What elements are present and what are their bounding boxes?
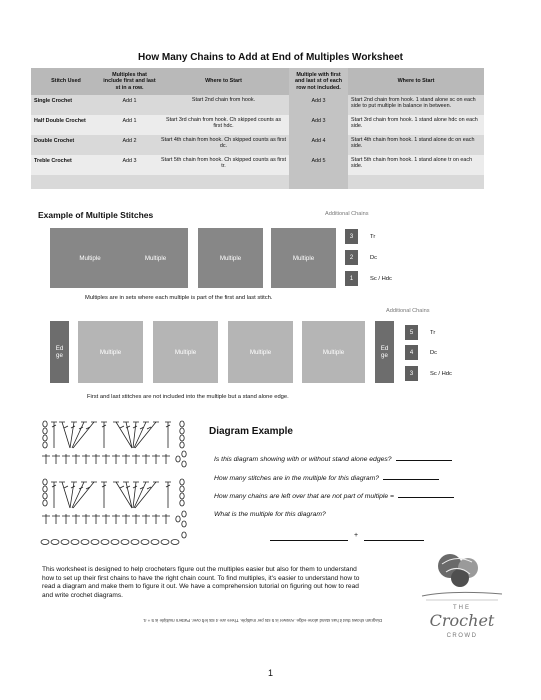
logo-text-the: THE (453, 605, 471, 611)
table-cell: Add 1 (101, 95, 158, 115)
table-cell: Add 3 (101, 155, 158, 175)
table-row (31, 155, 484, 175)
table-cell: Double Crochet (31, 135, 101, 155)
edge-text-top: Ed (380, 344, 389, 352)
multiple-box: Multiple (153, 321, 218, 383)
table-header: Multiples that include first and last st in a row. (101, 68, 158, 95)
chain-label: Tr (430, 330, 436, 336)
chain-label: Dc (370, 255, 378, 261)
table-header-row (31, 68, 484, 95)
multiple-box: Multiple (228, 321, 293, 383)
question (214, 511, 326, 518)
edge-box (375, 321, 394, 383)
table-header: Where to Start (158, 68, 289, 95)
question-text: How many stitches are in the multiple for this diagram? (214, 475, 380, 482)
question (214, 492, 454, 500)
additional-chains-label: Additional Chains (325, 211, 369, 217)
table-cell: Add 3 (289, 95, 348, 115)
multiple-box: Multiple (271, 228, 336, 288)
multiple-box: Multiple (198, 228, 263, 288)
answer-line[interactable] (364, 540, 424, 541)
table-cell: Add 2 (101, 135, 158, 155)
multiple-box: Multiple (302, 321, 365, 383)
answer-line[interactable] (383, 474, 439, 480)
table-cell: Start 4th chain from hook. 1 stand alone dc on each side. (348, 135, 484, 155)
question-text: What is the multiple for this diagram? (214, 511, 326, 518)
table-header: Multiple with first and last st of each row not included. (289, 68, 348, 95)
table-cell: Start 2nd chain from hook. (158, 95, 289, 115)
row1-caption: Multiples are in sets where each multiple is part of the first and last stitch. (85, 295, 273, 301)
chain-count-box: 1 (345, 271, 358, 286)
row-edge-ch (43, 421, 47, 448)
description-paragraph: This worksheet is designed to help crocheters figure out the multiples easier but also for them to understand how to set up their first chains to have the right chain count. To find multiples, it's easier to understand how to read a diagram and make them to figure it out. We have a comprehension tutorial on figuring out how to read and write crochet diagrams. (42, 566, 360, 599)
page-title: How Many Chains to Add at End of Multiples Worksheet (137, 52, 403, 63)
edge-text-top: Ed (55, 344, 64, 352)
table-cell: Half Double Crochet (31, 115, 101, 135)
table-cell: Treble Crochet (31, 155, 101, 175)
question (214, 455, 452, 463)
question-text: Is this diagram showing with or without stand alone edges? (214, 456, 392, 463)
question (214, 474, 439, 482)
page-number: 1 (267, 668, 273, 678)
chain-count-box: 3 (345, 229, 358, 244)
crochet-crowd-logo (412, 550, 512, 650)
row2-caption: First and last stitches are not included into the multiple but a stand alone edge. (87, 394, 289, 400)
logo-text-crochet: Crochet (429, 611, 495, 630)
table-cell: Start 5th chain from hook. Ch skipped counts as first tr. (158, 155, 289, 175)
table-header: Stitch Used (31, 68, 101, 95)
table-row (31, 95, 484, 115)
question-text: How many chains are left over that are not part of multiple = (214, 493, 395, 500)
answer-line[interactable] (270, 540, 348, 541)
chain-label: Tr (370, 234, 376, 240)
table-cell: Single Crochet (31, 95, 101, 115)
row-edge-ch (180, 421, 184, 448)
table-cell: Start 5th chain from hook. 1 stand alone tr on each side. (348, 155, 484, 175)
logo-text-crowd: CROWD (446, 633, 478, 639)
chain-count-box: 2 (345, 250, 358, 265)
answer-line[interactable] (398, 492, 454, 498)
chain-count-box: 5 (405, 325, 418, 340)
table-cell: Start 3rd chain from hook. Ch skipped counts as first hdc. (158, 115, 289, 135)
crochet-stitch-diagram (40, 418, 190, 550)
table-header: Where to Start (348, 68, 484, 95)
chain-count-box: 3 (405, 366, 418, 381)
chain-count-box: 4 (405, 345, 418, 360)
table-row (31, 135, 484, 155)
upside-down-answer: Diagram shows that it has stand alone edge. Answer is 5 sts per multiple. There are 4 sts left over. Pattern multiple is 5 + 4. (142, 618, 382, 623)
multiple-box: Multiple (123, 228, 188, 288)
plus-sign: + (354, 532, 359, 539)
example-heading: Example of Multiple Stitches (38, 210, 154, 220)
table-cell: Add 4 (289, 135, 348, 155)
table-cell: Add 3 (289, 115, 348, 135)
chain-label: Dc (430, 350, 438, 356)
table-cell: Start 2nd chain from hook. 1 stand alone sc on each side to put multiple in balance in between. (348, 95, 484, 115)
answer-line[interactable] (396, 455, 452, 461)
worksheet-table (31, 68, 484, 189)
multiple-box: Multiple (78, 321, 143, 383)
additional-chains-label: Additional Chains (386, 308, 430, 314)
table-row (31, 115, 484, 135)
chain-label: Sc / Hdc (370, 276, 392, 282)
edge-box (50, 321, 69, 383)
diagram-title: Diagram Example (209, 426, 293, 437)
table-row (31, 175, 484, 189)
edge-text-bottom: ge (381, 352, 388, 359)
table-cell: Add 5 (289, 155, 348, 175)
table-cell: Add 1 (101, 115, 158, 135)
chain-label: Sc / Hdc (430, 371, 452, 377)
multiple-box: Multiple (50, 228, 130, 288)
table-cell: Start 4th chain from hook. Ch skipped counts as first dc. (158, 135, 289, 155)
edge-text-bottom: ge (56, 352, 63, 359)
table-cell: Start 3rd chain from hook. 1 stand alone hdc on each side. (348, 115, 484, 135)
